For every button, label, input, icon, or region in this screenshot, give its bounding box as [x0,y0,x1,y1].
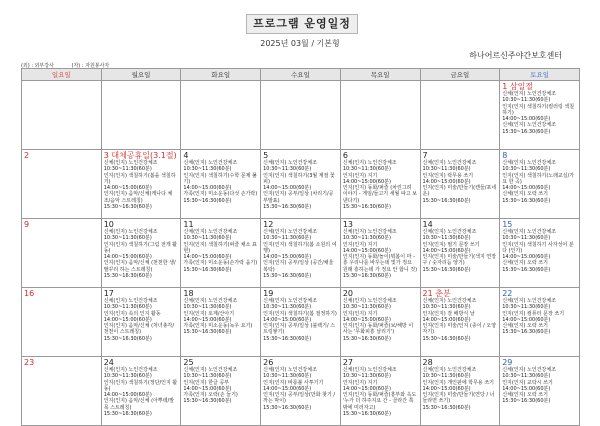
program-entry: 인지(인지) 미술/만들기(색지 연장구 / 숫자리듬 양기) [422,254,497,267]
calendar-day-cell [261,357,341,426]
weekday-header: 수요일 [261,69,341,81]
program-entry: 신체(인지) 노인건강체조 [502,229,557,235]
program-time: 15:30~16:30(60분) [422,335,471,342]
program-time: 10:30~11:30(60분) [263,373,312,380]
program-entry: 인지(인지) 색칠하기(봄 소원의 여행) [263,241,337,254]
program-entry: 인지(인지) 색칠하기(퍼즐 채소 표현) [183,241,257,254]
program-time: 10:30~11:30(60분) [263,304,312,311]
program-time: 15:30~16:30(60분) [422,404,471,411]
day-number: 5 [263,151,269,160]
program-time: 10:30~11:30(60분) [422,373,471,380]
program-time: 14:00~15:00(60분) [103,392,152,399]
center-name: 하나어르신주야간보호센터 [469,51,562,60]
program-entry: 신체(인지) 노인건강체조 [103,367,158,373]
calendar-day-cell [340,288,420,357]
calendar-day-cell [340,357,420,426]
program-entry: 인지(인지) 미술/만들기(연당 / 너들라면 쓰기) [422,392,495,405]
program-time: 15:30~16:30(60분) [502,398,551,405]
program-time: 14:00~15:00(60분) [342,385,391,392]
program-entry: 신체(인지) 노인건강체조 [263,298,317,304]
program-time: 10:30~11:30(60분) [103,235,152,242]
calendar-day-cell [340,219,420,288]
program-entry: 신체(인지) 노인건강체조 [422,160,477,166]
program-entry: 인지(인지) 한글 공부 [183,379,230,386]
program-entry: 신체(인지) 노인건강체조 [342,160,397,166]
calendar-week-row [22,150,580,219]
program-time: 14:00~15:00(60분) [502,385,551,392]
calendar-day-cell [101,219,181,288]
program-time: 10:30~11:30(60분) [183,235,232,242]
program-entry: 인지(인지) 동화/퍼즐(흥부와 옥도 '누가 더 하주지요 간 - 골라간 쪽밖에 미러자고) [342,392,417,411]
calendar-day-cell [420,357,500,426]
calendar-day-cell [181,81,261,150]
program-entry: 신체(인지) 오락 쓰기 [502,260,548,267]
calendar-day-cell [101,150,181,219]
day-number: 3 대체공휴일(3.1절) [103,151,177,160]
program-time: 10:30~11:30(60분) [422,304,471,311]
calendar-day-cell [22,288,102,357]
program-time: 10:30~11:30(60분) [422,235,471,242]
program-time: 14:00~15:00(60분) [422,316,471,323]
calendar-day-cell [340,81,420,150]
program-entry: 인지(인지) 지기 [342,172,378,179]
calendar-day-cell [261,150,341,219]
program-entry: 인지(인지) 음악/신체 (천천한 생/팔꾸리 하는 스트레칭) [103,260,176,273]
program-entry: 신체(인지) 노인건강체조 [502,298,557,304]
program-time: 14:00~15:00(60분) [183,316,232,323]
day-number: 1 삼일절 [502,82,534,91]
program-entry: 인지(인지) 색칠하기(노래교실/가요 한 곡) [502,172,575,185]
day-number: 26 [263,358,274,367]
program-entry: 인지(인지) 교탁시 쓰기 [502,379,553,386]
program-time: 15:30~16:30(60분) [183,398,232,405]
program-entry: 신체(인지) 노인건강체조 [422,298,477,304]
legend-outside-instructor: (외) : 외부강사 [21,63,54,69]
program-time: 15:30~16:30(60분) [263,404,312,411]
day-number: 21 춘분 [422,289,451,298]
program-time: 10:30~11:30(60분) [183,166,232,173]
program-time: 10:30~11:30(60분) [183,304,232,311]
program-entry: 신체(인지) 오락 쓰기 [502,323,548,330]
program-time: 10:30~11:30(60분) [183,373,232,380]
day-number: 11 [183,220,194,229]
calendar-day-cell [22,150,102,219]
day-number: 10 [103,220,114,229]
calendar-day-cell [101,357,181,426]
weekday-header: 토요일 [500,69,580,81]
calendar-day-cell [261,288,341,357]
day-number: 19 [263,289,274,298]
program-entry: 인지(인지) 동화/놀이(뭐봄이 마 - 흥 우리나를 바꾸는데 빛가 정요 원래 흥하는데 가 정요 안 합니 것) [342,254,418,273]
calendar-day-cell [181,357,261,426]
program-entry: 인지(인지) 공부/일상 (공간/채울복탁) [263,260,334,273]
program-entry: 가족(인지) 미소운동(손가락 움기) [183,260,258,267]
program-time: 14:00~15:00(60분) [342,247,391,254]
program-time: 15:30~16:30(60분) [103,335,152,342]
program-time: 15:30~16:30(60분) [342,335,391,342]
calendar-day-cell [261,81,341,150]
program-time: 14:00~15:00(60분) [422,385,471,392]
program-entry: 신체(인지) 노인건강체조 [342,298,397,304]
program-entry: 신체(인지) 노인건강체조 [103,298,158,304]
calendar-day-cell [181,219,261,288]
calendar-week-row [22,288,580,357]
program-entry: 신체(인지) 노인건강체조 [183,298,238,304]
program-entry: 인지(인지) 음악/신체 (처녀총각/천천이 스트레칭) [103,323,175,336]
program-time: 10:30~11:30(60분) [342,373,391,380]
day-number: 7 [422,151,428,160]
calendar-day-cell [101,81,181,150]
program-time: 10:30~11:30(60분) [422,166,471,173]
program-time: 10:30~11:30(60분) [342,166,391,173]
calendar-week-row [22,357,580,426]
program-entry: 인지(인지) 토계/산아기 [183,310,235,317]
day-number: 25 [183,358,194,367]
calendar-week-row [22,81,580,150]
program-time: 14:00~15:00(60분) [263,185,312,192]
program-entry: 인지(인지) 개인판에 학무용 쓰기 [422,379,494,386]
day-number: 2 [24,151,30,160]
day-number: 27 [342,358,353,367]
program-entry: 인지(인지) 속의 인지 활동 [103,310,161,317]
calendar-day-cell [420,81,500,150]
calendar-day-cell [420,288,500,357]
program-entry: 신체(인지) 노인건강체조 [103,160,158,166]
weekday-header: 금요일 [420,69,500,81]
program-entry: 인지(인지) 색칠하기(봄을 색칠하기) [103,172,176,185]
program-entry: 인지(인지) 색칠하기(그림 전개 활동) [103,241,178,254]
program-time: 14:00~15:00(60분) [422,247,471,254]
program-entry: 인지(인지) 컴퓨터 문장 쓰기 [502,310,565,317]
program-time: 14:00~15:00(60분) [502,316,551,323]
program-time: 10:30~11:30(60분) [263,235,312,242]
calendar-day-cell [340,150,420,219]
program-entry: 인지(인지) 음악/신체 (아뿌테/발목 스트레칭) [103,398,175,411]
day-number: 28 [422,358,433,367]
calendar-day-cell [22,357,102,426]
program-time: 14:00~15:00(60분) [263,316,312,323]
day-number: 23 [24,358,35,367]
program-time: 10:30~11:30(60분) [103,373,152,380]
program-time: 15:30~16:30(60분) [263,335,312,342]
program-entry: 신체(인지) 오락 쓰기 [502,191,548,198]
calendar-day-cell [420,150,500,219]
program-time: 15:30~16:30(60분) [502,329,551,336]
program-time: 15:30~16:30(60분) [502,128,551,135]
program-entry: 신체(인지) 노인건강체조 [183,367,238,373]
weekday-header: 일요일 [22,69,102,81]
program-time: 14:00~15:00(60분) [502,116,551,123]
calendar-day-cell [500,288,580,357]
program-entry: 인지(인지) 동화/퍼즐 (차린그려 이야기 - 게임/들고기 세월 따고 보낸다기) [342,185,418,204]
program-time: 10:30~11:30(60분) [502,166,551,173]
program-time: 15:30~16:30(60분) [103,273,152,280]
program-entry: 인지(인지) 미술/인지 (종이 / 오양자기) [422,323,497,336]
program-entry: 신체(인지) 노인건강체조 [183,229,238,235]
program-time: 15:30~16:30(60분) [422,197,471,204]
program-time: 14:00~15:00(60분) [263,254,312,261]
day-number: 9 [24,220,30,229]
program-entry: 가족(인지) 오락(손 들기) [183,392,238,399]
day-number: 29 [502,358,513,367]
day-number: 15 [502,220,513,229]
day-number: 17 [103,289,114,298]
program-entry: 인지(인지) 색칠하기(봄 절정하기) [263,310,337,317]
calendar-day-cell [101,288,181,357]
program-time: 10:30~11:30(60분) [342,304,391,311]
program-time: 14:00~15:00(60분) [183,385,232,392]
program-entry: 인지(인지) 음악/신체(캐나다 체조/음악 스트레칭) [103,191,173,204]
page-subtitle: 2025년 03월 / 기본형 [260,39,340,48]
program-entry: 인지(인지) 바롱불 사투기기 [263,379,324,386]
weekday-header: 목요일 [340,69,420,81]
program-time: 15:30~16:30(60분) [502,197,551,204]
program-entry: 신체(인지) 노인건강체조 [342,367,397,373]
program-entry: 인지(인지) 지기 [342,241,378,248]
program-entry: 인지(인지) 공부/일상 (차리기/공부발표) [263,191,334,204]
day-number: 13 [342,220,353,229]
program-time: 14:00~15:00(60분) [422,178,471,185]
program-entry: 신체(인지) 노인건강체조 [263,229,317,235]
program-time: 15:30~16:30(60분) [263,204,312,211]
program-entry: 신체(인지) 노인건강체조 [103,229,158,235]
program-time: 10:30~11:30(60분) [502,304,551,311]
program-time: 14:00~15:00(60분) [342,316,391,323]
program-entry: 인지(인지) 색칠하기(수학 문제 풀기) [183,172,257,185]
program-time: 14:00~15:00(60분) [502,185,551,192]
calendar-day-cell [181,150,261,219]
program-time: 10:30~11:30(60분) [342,235,391,242]
program-entry: 가족(인지) 미소운동(녹우 요기) [183,323,253,330]
calendar-week-row [22,219,580,288]
program-entry: 인지(인지) 잘 배방식 날 [422,310,475,317]
program-time: 10:30~11:30(60분) [502,235,551,242]
weekday-header: 월요일 [101,69,181,81]
program-time: 14:00~15:00(60분) [183,254,232,261]
program-entry: 인지(인지) 색칠하기 사자성어 분다 (인기) [502,241,574,254]
program-entry: 인지(인지) 락무용 쓰기 [422,172,474,179]
program-entry: 인지(인지) 색칠하기(3월 계절 꽃피) [263,172,335,185]
calendar-day-cell [500,81,580,150]
program-entry: 신체(인지) 노인건강체조 [502,160,557,166]
program-entry: 인지(인지) 미술/만들기(캔들/포네운) [422,185,497,198]
day-number: 16 [24,289,35,298]
program-time: 15:30~16:30(60분) [422,266,471,273]
program-entry: 인지(인지) 지기 [342,379,378,386]
program-time: 15:30~16:30(60분) [502,266,551,273]
program-time: 15:30~16:30(60분) [342,204,391,211]
day-number: 22 [502,289,513,298]
weekday-header: 화요일 [181,69,261,81]
calendar-day-cell [22,219,102,288]
program-time: 15:30~16:30(60분) [183,329,232,336]
program-time: 10:30~11:30(60분) [103,166,152,173]
legend-volunteer: (자) : 자원봉사자 [71,63,110,69]
program-entry: 신체(인지) 노인건강체조 [183,160,238,166]
program-entry: 인지(인지) 색칠하기(정단/인지 활동) [103,379,178,392]
program-time: 14:00~15:00(60분) [103,254,152,261]
day-number: 8 [502,151,508,160]
program-entry: 신체(인지) 노인건강체조 [263,367,317,373]
calendar-day-cell [181,288,261,357]
program-entry: 인지(인지) 색칠하기(컬러링 색칠하기) [502,103,575,116]
calendar-day-cell [500,219,580,288]
day-number: 6 [342,151,348,160]
calendar-day-cell [420,219,500,288]
program-time: 10:30~11:30(60분) [103,304,152,311]
program-time: 15:30~16:30(60분) [183,197,232,204]
program-time: 15:30~16:30(60분) [103,204,152,211]
program-entry: 신체(인지) 오락 쓰기 [502,392,548,399]
program-time: 15:30~16:30(60분) [342,411,391,418]
program-time: 10:30~11:30(60분) [502,373,551,380]
program-time: 15:30~16:30(60분) [263,273,312,280]
program-entry: 인지(인지) 공부/일상 (블랙기/ 스트링쌓기) [263,323,336,336]
program-time: 14:00~15:00(60분) [502,254,551,261]
schedule-calendar [21,68,580,426]
program-time: 14:00~15:00(60분) [103,316,152,323]
program-entry: 인지(인지) 필기 문장 쓰기 [422,241,480,248]
day-number: 18 [183,289,194,298]
program-time: 15:30~16:30(60분) [103,411,152,418]
program-time: 14:00~15:00(60분) [103,185,152,192]
calendar-day-cell [500,150,580,219]
program-entry: 신체(인지) 노인건강체조 [422,229,477,235]
program-time: 15:30~16:30(60분) [183,266,232,273]
day-number: 14 [422,220,433,229]
program-entry: 신체(인지) 노인건강체조 [342,229,397,235]
program-entry: 신체(인지) 노인건강체조 [422,367,477,373]
program-entry: 신체(인지) 노인건강체조 [502,122,557,129]
calendar-day-cell [22,81,102,150]
program-entry: 인지(인지) 지기 [342,310,378,317]
program-time: 14:00~15:00(60분) [342,178,391,185]
program-time: 14:00~15:00(60분) [263,385,312,392]
program-entry: 신체(인지) 노인건강체조 [502,367,557,373]
program-entry: 인지(인지) 공부/일상(만화 찾기 / 까는 막이) [263,392,336,405]
day-number: 24 [103,358,114,367]
program-time: 15:30~16:30(60분) [342,273,391,280]
day-number: 20 [342,289,353,298]
program-entry: 인지(인지) 동화/퍼즐(보/해방 이 사는 '무화피흥 날리기') [342,323,414,336]
program-time: 10:30~11:30(60분) [263,166,312,173]
program-entry: 신체(인지) 노인건강체조 [502,91,557,97]
page-title: 프로그램 운영일정 [246,14,358,34]
program-time: 10:30~11:30(60분) [502,97,551,104]
program-entry: 신체(인지) 노인건강체조 [263,160,317,166]
program-time: 14:00~15:00(60분) [183,185,232,192]
calendar-day-cell [261,219,341,288]
calendar-day-cell [500,357,580,426]
day-number: 12 [263,220,274,229]
program-entry: 가족(인지) 미소운동(다섯 손가락) [183,191,258,198]
day-number: 4 [183,151,189,160]
